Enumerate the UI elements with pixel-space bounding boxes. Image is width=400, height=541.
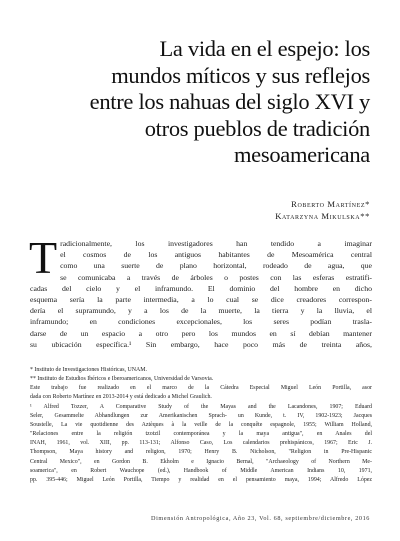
body-line: esquema sería la parte intermedia, a lo cual se dice creadores correspon- xyxy=(30,295,372,305)
article-title xyxy=(50,36,370,169)
body-line: inframundo; en condiciones excepcionales, los seres podían trasla- xyxy=(30,317,372,327)
body-line: dería el supramundo, y a los de la muerte, la tierra y la lluvia, el xyxy=(30,306,372,316)
author-name: Roberto Martínez* xyxy=(291,199,370,209)
footnote-line: soamerica", en Robert Wauchope (ed.), Handbook of Middle American Indians 10, 1971, xyxy=(30,467,372,474)
body-text xyxy=(29,232,372,350)
footnote-line: "Relaciones entre la religión tzotzil contemporánea y la maya antigua", en Anales del xyxy=(30,431,372,438)
footnote-line: INAH, 1961, vol. XIII, pp. 113-131; Alfonso Caso, Los calendarios prehispánicos, 1967; Eric J. xyxy=(30,440,372,447)
footnotes xyxy=(30,366,372,485)
footnote-line: dada con Roberto Martínez en 2013-2014 y está dedicado a Michel Graulich. xyxy=(30,394,212,401)
title-line: otros pueblos de tradición xyxy=(144,115,370,141)
journal-footer: Dimensión Antropológica, Año 23, Vol. 68, septiembre/diciembre, 2016 xyxy=(151,515,370,522)
footnote-line: Soustelle, La vie quotidienne des Aztèques à la veille de la conquête espagnole, 1955; William Holland, xyxy=(30,421,372,428)
body-line: radicionalmente, los investigadores han tendido a imaginar xyxy=(60,239,372,248)
body-line: como una suerte de plano horizontal, rodeado de agua, que xyxy=(60,261,372,271)
footnote-line: ¹ Alfred Tozzer, A Comparative Study of the Mayas and the Lacandones, 1907; Eduard xyxy=(30,403,372,410)
body-line: se comunicaba a través de árboles o postes con las esferas estratifi- xyxy=(60,272,372,282)
body-line: darse de un espacio a otro pero los mundos en sí debían mantener xyxy=(30,328,372,338)
body-line: cadas del cielo y el inframundo. El dominio del hombre en dicho xyxy=(30,283,372,293)
footnote-line: Este trabajo fue realizado en el marco de la Cátedra Especial Miguel León Portilla, asor xyxy=(30,385,372,392)
body-line: su ubicación específica.¹ Sin embargo, hace poco más de treinta años, xyxy=(30,339,372,349)
drop-cap: T xyxy=(29,232,58,283)
body-line: el cosmos de los antiguos habitantes de Mesoamérica central xyxy=(60,250,372,260)
footnote-line: Central Mexico", en Gordon B. Ekholm e Ignacio Bernal, "Archaeology of Northern Me- xyxy=(30,458,372,465)
footnote-line: Seler, Gesammelte Abhandlungen zur Amerikanischen Sprach- un Kunde, t. IV, 1902-1923; Jacques xyxy=(30,412,372,419)
author-name: Katarzyna Mikulska** xyxy=(275,210,370,221)
footnote-line: Thompson, Maya history and religion, 1970; Henry B. Nicholson, "Religion in Pre-Hispanic xyxy=(30,449,372,456)
footnote-line: ** Instituto de Estudios Ibéricos e Iberoamericanos, Universidad de Varsovia. xyxy=(30,376,214,383)
title-line: La vida en el espejo: los xyxy=(159,36,370,61)
title-line: entre los nahuas del siglo XVI y xyxy=(89,89,370,114)
footnote-line: * Instituto de Investigaciones Históricas, UNAM. xyxy=(30,367,147,373)
footnote-line: pp. 395-446; Miguel León Portilla, Tiempo y realidad en el pensamiento maya, 1994; Alfredo López xyxy=(30,476,372,483)
title-line: mesoamericana xyxy=(233,142,370,167)
title-line: mundos míticos y sus reflejos xyxy=(111,62,370,88)
author-list xyxy=(120,199,370,222)
